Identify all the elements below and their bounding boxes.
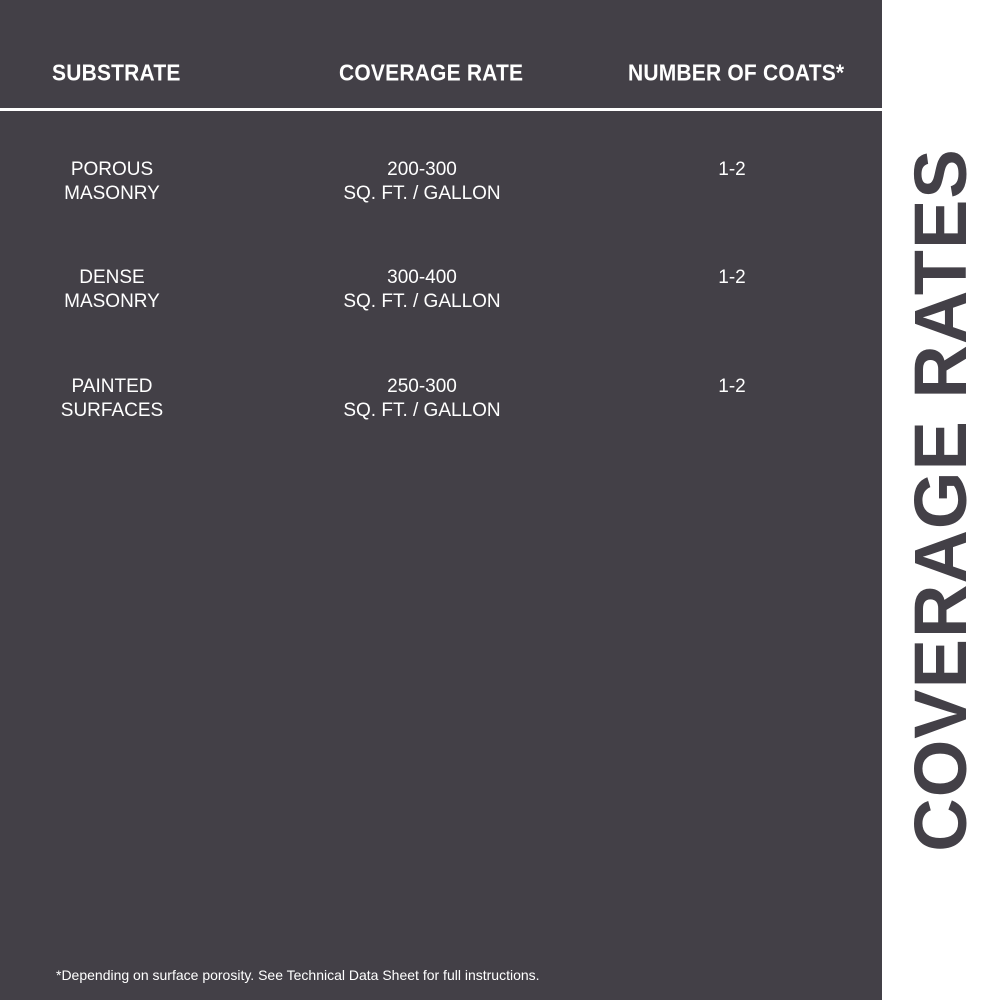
header-coverage-rate: COVERAGE RATE bbox=[339, 61, 524, 86]
row-coverage-value: 200-300 bbox=[387, 159, 457, 180]
row-number-of-coats: 1-2 bbox=[718, 267, 746, 288]
table-row bbox=[0, 375, 882, 435]
side-title: COVERAGE RATES bbox=[899, 148, 982, 852]
row-substrate-line: POROUS bbox=[70, 159, 154, 180]
row-coverage-unit: SQ. FT. / GALLON bbox=[343, 400, 501, 421]
table-row bbox=[0, 266, 882, 326]
row-substrate bbox=[22, 375, 202, 423]
row-substrate bbox=[22, 266, 202, 314]
row-substrate-line: DENSE bbox=[79, 267, 145, 288]
header-substrate: SUBSTRATE bbox=[52, 61, 181, 86]
row-substrate-line: MASONRY bbox=[64, 183, 160, 204]
row-substrate-line: MASONRY bbox=[64, 291, 160, 312]
header-divider bbox=[0, 108, 882, 111]
table-header-row bbox=[0, 0, 882, 108]
row-number-of-coats: 1-2 bbox=[718, 376, 746, 397]
row-number-of-coats: 1-2 bbox=[718, 159, 746, 180]
row-coverage-rate bbox=[302, 375, 542, 423]
row-substrate-line: PAINTED bbox=[71, 376, 153, 397]
table-row bbox=[0, 158, 882, 218]
row-coverage-rate bbox=[302, 266, 542, 314]
header-number-of-coats: NUMBER OF COATS* bbox=[628, 61, 845, 86]
row-coverage-rate bbox=[302, 158, 542, 206]
footnote: *Depending on surface porosity. See Technical Data Sheet for full instructions. bbox=[56, 967, 540, 983]
row-substrate-line: SURFACES bbox=[60, 400, 164, 421]
row-coverage-unit: SQ. FT. / GALLON bbox=[343, 291, 501, 312]
row-coverage-value: 300-400 bbox=[387, 267, 457, 288]
row-coverage-value: 250-300 bbox=[387, 376, 457, 397]
row-substrate bbox=[22, 158, 202, 206]
row-coverage-unit: SQ. FT. / GALLON bbox=[343, 183, 501, 204]
